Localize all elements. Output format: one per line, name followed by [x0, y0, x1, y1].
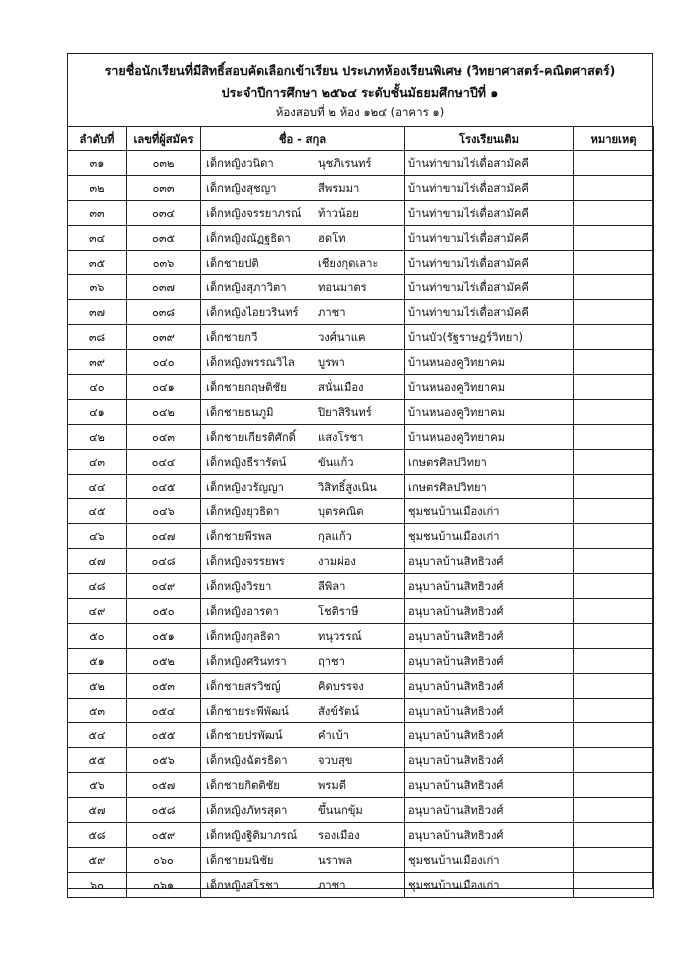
last-name: ภาชา [318, 306, 346, 320]
note-cell [574, 474, 654, 499]
school-cell: บ้านท่าขามไร่เดื่อสามัคคี [405, 250, 574, 275]
note-cell [574, 375, 654, 400]
first-name: เด็กหญิงธีรารัตน์ [206, 455, 287, 469]
first-name: เด็กหญิงณัฏฐธิดา [206, 231, 291, 245]
name-cell [201, 250, 405, 275]
last-name: วงศ์นาแค [318, 331, 366, 345]
order-cell: ๕๒ [68, 673, 127, 698]
applicant-no-cell: ๐๔๒ [127, 399, 201, 424]
table-row [68, 275, 654, 300]
name-cell [201, 225, 405, 250]
applicant-no-cell: ๐๓๒ [127, 151, 201, 176]
table-row [68, 325, 654, 350]
applicant-no-cell: ๐๓๖ [127, 250, 201, 275]
note-cell [574, 399, 654, 424]
table-row [68, 673, 654, 698]
first-name: เด็กชายสรวิชญ์ [206, 679, 281, 693]
applicant-no-cell: ๐๓๙ [127, 325, 201, 350]
school-cell: บ้านท่าขามไร่เดื่อสามัคคี [405, 225, 574, 250]
name-cell [201, 175, 405, 200]
note-cell [574, 698, 654, 723]
name-cell [201, 424, 405, 449]
school-cell: บ้านหนองคูวิทยาคม [405, 424, 574, 449]
school-cell: อนุบาลบ้านสิทธิวงศ์ [405, 623, 574, 648]
school-cell: อนุบาลบ้านสิทธิวงศ์ [405, 599, 574, 624]
first-name: เด็กหญิงวิรยา [206, 580, 272, 594]
col-header-note: หมายเหตุ [574, 127, 654, 151]
first-name: เด็กหญิงอารดา [206, 604, 279, 618]
order-cell: ๔๖ [68, 524, 127, 549]
first-name: เด็กหญิงฐิติมาภรณ์ [206, 828, 298, 842]
name-cell [201, 399, 405, 424]
order-cell: ๔๗ [68, 549, 127, 574]
applicant-no-cell: ๐๕๔ [127, 698, 201, 723]
first-name: เด็กหญิงพรรณวิไล [206, 356, 295, 370]
name-cell [201, 574, 405, 599]
last-name: ภาชา [318, 878, 346, 892]
name-cell [201, 499, 405, 524]
table-row [68, 151, 654, 176]
last-name: พรมตี [318, 779, 347, 793]
order-cell: ๔๐ [68, 375, 127, 400]
col-header-order: ลำดับที่ [68, 127, 127, 151]
school-cell: อนุบาลบ้านสิทธิวงศ์ [405, 574, 574, 599]
order-cell: ๓๒ [68, 175, 127, 200]
school-cell: อนุบาลบ้านสิทธิวงศ์ [405, 748, 574, 773]
col-header-applicant-no: เลขที่ผู้สมัคร [127, 127, 201, 151]
last-name: เชียงกุดเลาะ [318, 256, 379, 270]
first-name: เด็กหญิงสุภาวิตา [206, 281, 287, 295]
student-table [67, 126, 654, 898]
applicant-no-cell: ๐๕๓ [127, 673, 201, 698]
name-cell [201, 823, 405, 848]
first-name: เด็กหญิงยุวธิดา [206, 505, 280, 519]
table-row [68, 748, 654, 773]
name-cell [201, 648, 405, 673]
note-cell [574, 325, 654, 350]
school-cell: ชุมชนบ้านเมืองเก่า [405, 872, 574, 897]
school-cell: เกษตรศิลปวิทยา [405, 449, 574, 474]
note-cell [574, 275, 654, 300]
table-row [68, 773, 654, 798]
school-cell: อนุบาลบ้านสิทธิวงศ์ [405, 723, 574, 748]
note-cell [574, 200, 654, 225]
last-name: คำเบ้า [318, 729, 349, 743]
order-cell: ๓๓ [68, 200, 127, 225]
table-row [68, 723, 654, 748]
first-name: เด็กชายกิตติชัย [206, 779, 280, 793]
last-name: ปิยาสิรินทร์ [318, 405, 372, 419]
order-cell: ๕๗ [68, 798, 127, 823]
name-cell [201, 350, 405, 375]
first-name: เด็กหญิงศรินทรา [206, 654, 287, 668]
name-cell [201, 549, 405, 574]
order-cell: ๓๕ [68, 250, 127, 275]
name-cell [201, 773, 405, 798]
note-cell [574, 847, 654, 872]
last-name: สังข์รัตน์ [318, 704, 359, 718]
first-name: เด็กหญิงสุชญา [206, 181, 277, 195]
note-cell [574, 225, 654, 250]
table-row [68, 872, 654, 897]
note-cell [574, 449, 654, 474]
order-cell: ๕๑ [68, 648, 127, 673]
note-cell [574, 300, 654, 325]
last-name: จวบสุข [318, 754, 353, 768]
name-cell [201, 599, 405, 624]
last-name: คิดบรรจง [318, 679, 364, 693]
table-row [68, 250, 654, 275]
applicant-no-cell: ๐๔๘ [127, 549, 201, 574]
last-name: ฤาชา [318, 654, 345, 668]
first-name: เด็กหญิงจรรยาภรณ์ [206, 206, 302, 220]
school-cell: ชุมชนบ้านเมืองเก่า [405, 847, 574, 872]
applicant-no-cell: ๐๔๙ [127, 574, 201, 599]
document-header [68, 54, 652, 126]
name-cell [201, 872, 405, 897]
note-cell [574, 648, 654, 673]
table-row [68, 574, 654, 599]
name-cell [201, 698, 405, 723]
table-row [68, 549, 654, 574]
order-cell: ๔๘ [68, 574, 127, 599]
applicant-no-cell: ๐๔๔ [127, 449, 201, 474]
name-cell [201, 300, 405, 325]
note-cell [574, 549, 654, 574]
last-name: กุลแก้ว [318, 530, 352, 544]
last-name: ท้าวน้อย [318, 206, 359, 220]
last-name: นราพล [318, 853, 353, 867]
first-name: เด็กหญิงสโรชา [206, 878, 279, 892]
order-cell: ๓๘ [68, 325, 127, 350]
note-cell [574, 424, 654, 449]
order-cell: ๕๔ [68, 723, 127, 748]
last-name: บุตรคณิต [318, 505, 364, 519]
order-cell: ๔๕ [68, 499, 127, 524]
table-row [68, 648, 654, 673]
applicant-no-cell: ๐๕๑ [127, 623, 201, 648]
note-cell [574, 723, 654, 748]
applicant-no-cell: ๐๕๐ [127, 599, 201, 624]
table-row [68, 424, 654, 449]
last-name: ทนุวรรณ์ [318, 629, 362, 643]
name-cell [201, 623, 405, 648]
first-name: เด็กชายปติ [206, 256, 259, 270]
applicant-no-cell: ๐๕๗ [127, 773, 201, 798]
order-cell: ๔๑ [68, 399, 127, 424]
first-name: เด็กหญิงจรรยพร [206, 555, 285, 569]
school-cell: บ้านบัว(รัฐราษฎร์วิทยา) [405, 325, 574, 350]
order-cell: ๕๐ [68, 623, 127, 648]
name-cell [201, 375, 405, 400]
first-name: เด็กชายปรพัฒน์ [206, 729, 283, 743]
first-name: เด็กหญิงไอยวรินทร์ [206, 306, 299, 320]
school-cell: อนุบาลบ้านสิทธิวงศ์ [405, 773, 574, 798]
last-name: นุชภิเรนทร์ [318, 156, 372, 170]
order-cell: ๔๒ [68, 424, 127, 449]
school-cell: อนุบาลบ้านสิทธิวงศ์ [405, 549, 574, 574]
table-row [68, 399, 654, 424]
table-row [68, 698, 654, 723]
order-cell: ๕๘ [68, 823, 127, 848]
first-name: เด็กหญิงวรัญญา [206, 480, 284, 494]
order-cell: ๕๖ [68, 773, 127, 798]
name-cell [201, 847, 405, 872]
applicant-no-cell: ๐๓๘ [127, 300, 201, 325]
last-name: สนั่นเมือง [318, 380, 364, 394]
table-header-row [68, 127, 654, 151]
name-cell [201, 275, 405, 300]
order-cell: ๓๔ [68, 225, 127, 250]
applicant-no-cell: ๐๖๑ [127, 872, 201, 897]
last-name: รองเมือง [318, 828, 360, 842]
name-cell [201, 524, 405, 549]
document-title: รายชื่อนักเรียนที่มีสิทธิ์สอบคัดเลือกเข้าเรียน ประเภทห้องเรียนพิเศษ (วิทยาศาสตร์-คณิตศาสตร์) [104, 63, 616, 78]
last-name: โชติราษี [318, 604, 359, 618]
last-name: ขึ้นนกขุ้ม [318, 804, 363, 818]
note-cell [574, 175, 654, 200]
school-cell: ชุมชนบ้านเมืองเก่า [405, 499, 574, 524]
applicant-no-cell: ๐๓๗ [127, 275, 201, 300]
last-name: ลีพิลา [318, 580, 346, 594]
applicant-no-cell: ๐๔๖ [127, 499, 201, 524]
first-name: เด็กหญิงภัทรสุดา [206, 804, 288, 818]
note-cell [574, 524, 654, 549]
note-cell [574, 250, 654, 275]
name-cell [201, 673, 405, 698]
order-cell: ๔๙ [68, 599, 127, 624]
note-cell [574, 773, 654, 798]
note-cell [574, 748, 654, 773]
note-cell [574, 798, 654, 823]
document-subtitle: ประจำปีการศึกษา ๒๕๖๔ ระดับชั้นมัธยมศึกษาปีที่ ๑ [221, 85, 499, 100]
first-name: เด็กหญิงฉัตรธิดา [206, 754, 288, 768]
name-cell [201, 325, 405, 350]
name-cell [201, 151, 405, 176]
school-cell: บ้านท่าขามไร่เดื่อสามัคคี [405, 300, 574, 325]
table-row [68, 350, 654, 375]
first-name: เด็กชายระพีพัฒน์ [206, 704, 289, 718]
name-cell [201, 200, 405, 225]
name-cell [201, 748, 405, 773]
document-sheet [67, 53, 653, 892]
school-cell: อนุบาลบ้านสิทธิวงศ์ [405, 648, 574, 673]
note-cell [574, 599, 654, 624]
applicant-no-cell: ๐๔๓ [127, 424, 201, 449]
note-cell [574, 623, 654, 648]
first-name: เด็กชายพีรพล [206, 530, 272, 544]
last-name: งามผ่อง [318, 555, 356, 569]
applicant-no-cell: ๐๖๐ [127, 847, 201, 872]
school-cell: ชุมชนบ้านเมืองเก่า [405, 524, 574, 549]
order-cell: ๕๓ [68, 698, 127, 723]
last-name: ขันแก้ว [318, 455, 354, 469]
school-cell: บ้านหนองคูวิทยาคม [405, 350, 574, 375]
applicant-no-cell: ๐๕๘ [127, 798, 201, 823]
school-cell: บ้านหนองคูวิทยาคม [405, 375, 574, 400]
table-row [68, 474, 654, 499]
table-row [68, 499, 654, 524]
applicant-no-cell: ๐๕๙ [127, 823, 201, 848]
table-row [68, 300, 654, 325]
table-row [68, 524, 654, 549]
name-cell [201, 449, 405, 474]
order-cell: ๕๙ [68, 847, 127, 872]
order-cell: ๔๔ [68, 474, 127, 499]
table-row [68, 200, 654, 225]
applicant-no-cell: ๐๓๓ [127, 175, 201, 200]
applicant-no-cell: ๐๓๔ [127, 200, 201, 225]
table-row [68, 375, 654, 400]
last-name: สีพรมมา [318, 181, 360, 195]
first-name: เด็กชายเกียรติศักดิ์ [206, 430, 296, 444]
order-cell: ๖๐ [68, 872, 127, 897]
table-row [68, 175, 654, 200]
table-row [68, 847, 654, 872]
school-cell: อนุบาลบ้านสิทธิวงศ์ [405, 698, 574, 723]
order-cell: ๓๖ [68, 275, 127, 300]
school-cell: บ้านหนองคูวิทยาคม [405, 399, 574, 424]
table-row [68, 449, 654, 474]
note-cell [574, 872, 654, 897]
school-cell: บ้านท่าขามไร่เดื่อสามัคคี [405, 175, 574, 200]
col-header-name: ชื่อ - สกุล [201, 127, 405, 151]
first-name: เด็กชายมนิชัย [206, 853, 274, 867]
applicant-no-cell: ๐๔๕ [127, 474, 201, 499]
applicant-no-cell: ๐๕๒ [127, 648, 201, 673]
order-cell: ๔๓ [68, 449, 127, 474]
last-name: บูรพา [318, 356, 345, 370]
table-row [68, 823, 654, 848]
school-cell: บ้านท่าขามไร่เดื่อสามัคคี [405, 200, 574, 225]
order-cell: ๕๕ [68, 748, 127, 773]
school-cell: อนุบาลบ้านสิทธิวงศ์ [405, 823, 574, 848]
name-cell [201, 723, 405, 748]
first-name: เด็กชายกวี [206, 331, 258, 345]
order-cell: ๓๙ [68, 350, 127, 375]
applicant-no-cell: ๐๔๑ [127, 375, 201, 400]
exam-room-info: ห้องสอบที่ ๒ ห้อง ๑๒๔ (อาคาร ๑) [275, 105, 445, 119]
applicant-no-cell: ๐๔๗ [127, 524, 201, 549]
first-name: เด็กหญิงกุลธิดา [206, 629, 281, 643]
applicant-no-cell: ๐๕๕ [127, 723, 201, 748]
name-cell [201, 798, 405, 823]
last-name: แสงโรชา [318, 430, 364, 444]
order-cell: ๓๗ [68, 300, 127, 325]
first-name: เด็กชายกฤษติชัย [206, 380, 287, 394]
applicant-no-cell: ๐๕๖ [127, 748, 201, 773]
school-cell: เกษตรศิลปวิทยา [405, 474, 574, 499]
table-row [68, 798, 654, 823]
school-cell: บ้านท่าขามไร่เดื่อสามัคคี [405, 151, 574, 176]
school-cell: อนุบาลบ้านสิทธิวงศ์ [405, 673, 574, 698]
note-cell [574, 574, 654, 599]
last-name: ทอนมาตร [318, 281, 367, 295]
note-cell [574, 350, 654, 375]
applicant-no-cell: ๐๓๕ [127, 225, 201, 250]
order-cell: ๓๑ [68, 151, 127, 176]
note-cell [574, 151, 654, 176]
note-cell [574, 823, 654, 848]
table-row [68, 623, 654, 648]
last-name: วิสิทธิ์สูงเนิน [318, 480, 377, 494]
note-cell [574, 673, 654, 698]
first-name: เด็กชายธนภูมิ [206, 405, 274, 419]
col-header-school: โรงเรียนเดิม [405, 127, 574, 151]
applicant-no-cell: ๐๔๐ [127, 350, 201, 375]
last-name: ฮดโท [318, 231, 346, 245]
table-row [68, 225, 654, 250]
name-cell [201, 474, 405, 499]
school-cell: อนุบาลบ้านสิทธิวงศ์ [405, 798, 574, 823]
first-name: เด็กหญิงวนิดา [206, 156, 274, 170]
note-cell [574, 499, 654, 524]
table-row [68, 599, 654, 624]
school-cell: บ้านท่าขามไร่เดื่อสามัคคี [405, 275, 574, 300]
